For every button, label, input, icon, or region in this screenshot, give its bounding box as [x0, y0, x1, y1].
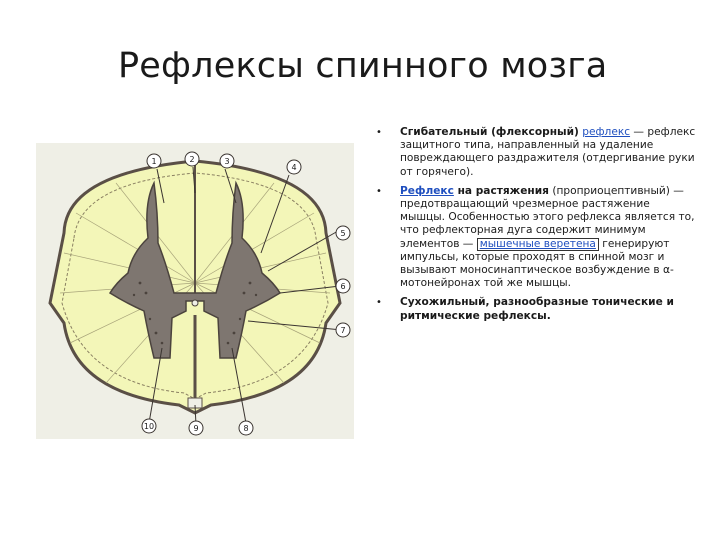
- bullet-2-text: (проприоцептивный) — предотвращающий чрезмерное растяжение мышцы. Особенностью этого рефлекса является то, что рефлекторная дуга содержит минимум элементов —: [400, 184, 695, 250]
- stretch-reflex-link[interactable]: Рефлекс: [400, 184, 454, 197]
- callout-9: 9: [193, 424, 199, 433]
- reflex-list: [376, 126, 696, 329]
- callout-3: 3: [224, 157, 230, 166]
- callout-5: 5: [340, 229, 346, 238]
- reflex-link[interactable]: рефлекс: [582, 126, 631, 138]
- callout-2: 2: [189, 155, 195, 164]
- list-item: [376, 185, 696, 291]
- bullet-1-text: — рефлекс защитного типа, направленный на удаление повреждающего раздражителя (отдергивание руки от горячего).: [400, 126, 696, 178]
- slide-title: Рефлексы спинного мозга: [118, 46, 608, 86]
- bullet-2-text-end: генерируют импульсы, которые проходят в спинной мозг и вызывают моносинаптическое возбуждение в α-мотонейронах той же мышцы.: [400, 237, 674, 290]
- muscle-spindles-link[interactable]: мышечные веретена: [477, 238, 599, 251]
- list-item: [376, 126, 696, 179]
- callout-7: 7: [340, 326, 346, 335]
- bullet-1-bold: Сгибательный (флексорный): [400, 126, 579, 138]
- spinal-cord-cross-section: [50, 161, 340, 413]
- bullet-2-bold: на растяжения: [453, 184, 549, 197]
- bullet-icon: •: [376, 127, 382, 138]
- callout-8: 8: [243, 424, 249, 433]
- bullet-3-bold: Сухожильный, разнообразные тонические и ритмические рефлексы.: [400, 296, 674, 322]
- callout-10: 10: [143, 422, 155, 431]
- bullet-icon: •: [376, 297, 382, 309]
- spinal-cord-diagram: [36, 143, 354, 439]
- list-item: [376, 296, 696, 322]
- bullet-icon: •: [376, 185, 382, 197]
- callout-6: 6: [340, 282, 346, 291]
- callout-4: 4: [291, 163, 297, 172]
- callout-1: 1: [151, 157, 157, 166]
